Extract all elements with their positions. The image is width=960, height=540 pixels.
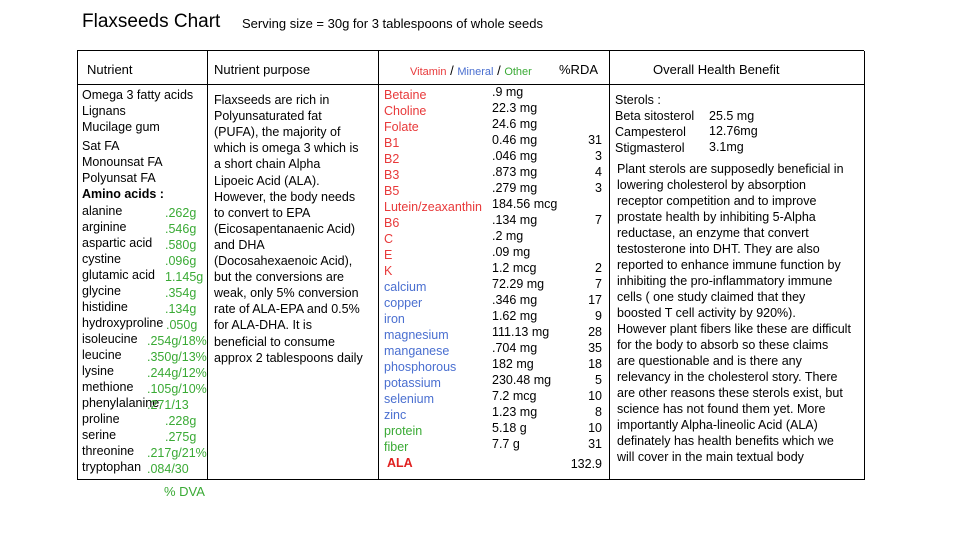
legend-slash-1: / xyxy=(450,63,454,78)
nutrient-item-rda: 7 xyxy=(595,277,602,291)
nutrient-item-name: Betaine xyxy=(384,88,427,102)
nutrient-name: alanine xyxy=(82,204,123,218)
nutrient-item-rda: 4 xyxy=(595,165,602,179)
benefit-text-line: science has not found them yet. More xyxy=(617,402,826,416)
nutrient-item-rda: 10 xyxy=(588,389,602,403)
purpose-text-line: Flaxseeds are rich in xyxy=(214,93,330,107)
nutrient-name: proline xyxy=(82,412,120,426)
nutrient-value: .105g/10% xyxy=(147,382,207,396)
nutrient-item-amount: .2 mg xyxy=(492,229,524,243)
nutrient-item-rda: 5 xyxy=(595,373,602,387)
nutrient-item-amount: 7.7 g xyxy=(492,437,520,451)
nutrient-value: .084/30 xyxy=(147,462,189,476)
nutrient-item-amount: 22.3 mg xyxy=(492,101,538,115)
nutrient-name: isoleucine xyxy=(82,332,138,346)
nutrient-name: methione xyxy=(82,380,134,394)
nutrient-item-name: phosphorous xyxy=(384,360,457,374)
benefit-text-line: are other reasons these sterols exist, but xyxy=(617,386,843,400)
benefit-text-line: relevancy in the cholesterol story. There xyxy=(617,370,838,384)
nutrient-item-name: fiber xyxy=(384,440,409,454)
nutrient-item-amount: 0.46 mg xyxy=(492,133,538,147)
purpose-text-line: However, the body needs xyxy=(214,190,356,204)
benefit-text-line: will cover in the main textual body xyxy=(617,450,804,464)
nutrient-item-name: Folate xyxy=(384,120,419,134)
table-bottom-border xyxy=(77,479,865,480)
nutrient-value: .254g/18% xyxy=(147,334,207,348)
nutrient-item-name: E xyxy=(384,248,393,262)
nutrient-item-amount: .134 mg xyxy=(492,213,538,227)
table-right-border xyxy=(864,51,865,479)
nutrient-item-amount: .873 mg xyxy=(492,165,538,179)
nutrient-item-amount: .704 mg xyxy=(492,341,538,355)
nutrient-item-amount: .9 mg xyxy=(492,85,524,99)
nutrient-value: .350g/13% xyxy=(147,350,207,364)
nutrient-item-rda: 31 xyxy=(588,437,602,451)
table-top-border xyxy=(77,50,864,51)
benefit-text-line: However plant fibers like these are difficult xyxy=(617,322,851,336)
column-divider-1 xyxy=(207,51,208,479)
nutrient-value: .217g/21% xyxy=(147,446,207,460)
benefit-text-line: are questionable and is there any xyxy=(617,354,802,368)
benefit-text-line: for the body to absorb so these claims xyxy=(617,338,829,352)
purpose-text-line: for ALA-DHA. It is xyxy=(214,318,312,332)
benefit-text-line: lowering cholesterol by absorption xyxy=(617,178,806,192)
nutrient-name: Polyunsat FA xyxy=(82,171,156,185)
nutrient-item-rda: 31 xyxy=(588,133,602,147)
sterol-value: 12.76mg xyxy=(709,124,758,138)
nutrient-item-amount: .279 mg xyxy=(492,181,538,195)
nutrient-name: Sat FA xyxy=(82,139,120,153)
nutrient-item-name: magnesium xyxy=(384,328,449,342)
nutrient-item-name: C xyxy=(384,232,394,246)
nutrient-value: .096g xyxy=(165,254,197,268)
nutrient-name: Amino acids : xyxy=(82,187,164,201)
nutrient-item-amount: .046 mg xyxy=(492,149,538,163)
column-divider-3 xyxy=(609,51,610,479)
nutrient-value: .271/13 xyxy=(147,398,189,412)
nutrient-item-name: Lutein/zeaxanthin xyxy=(384,200,482,214)
nutrient-item-name: selenium xyxy=(384,392,435,406)
nutrient-name: phenylalanine xyxy=(82,396,160,410)
nutrient-item-name: K xyxy=(384,264,393,278)
purpose-text-line: Polyunsaturated fat xyxy=(214,109,322,123)
header-rda: %RDA xyxy=(559,62,599,77)
legend-vitamin: Vitamin xyxy=(410,66,447,78)
nutrient-item-rda: 10 xyxy=(588,421,602,435)
nutrient-name: threonine xyxy=(82,444,135,458)
nutrient-item-name: calcium xyxy=(384,280,427,294)
nutrient-item-name: copper xyxy=(384,296,423,310)
nutrient-item-rda: 17 xyxy=(588,293,602,307)
benefit-text-line: boosted T cell activity by 920%). xyxy=(617,306,796,320)
nutrient-name: glutamic acid xyxy=(82,268,155,282)
benefit-text-line: reductase, an enzyme that convert xyxy=(617,226,809,240)
nutrient-value: .546g xyxy=(165,222,197,236)
nutrient-item-amount: .09 mg xyxy=(492,245,531,259)
nutrient-item-amount: .346 mg xyxy=(492,293,538,307)
nutrient-item-rda: 3 xyxy=(595,149,602,163)
sterol-value: 25.5 mg xyxy=(709,109,755,123)
nutrient-item-name: iron xyxy=(384,312,405,326)
nutrient-name: lysine xyxy=(82,364,114,378)
nutrient-item-amount: 182 mg xyxy=(492,357,534,371)
nutrient-item-name: zinc xyxy=(384,408,407,422)
nutrient-item-name: B2 xyxy=(384,152,400,166)
nutrient-item-amount: 111.13 mg xyxy=(492,325,550,339)
header-category-legend xyxy=(410,63,532,78)
nutrient-value: .228g xyxy=(165,414,197,428)
nutrient-item-amount: 24.6 mg xyxy=(492,117,538,131)
legend-slash-2: / xyxy=(497,63,501,78)
header-benefit: Overall Health Benefit xyxy=(653,62,780,77)
nutrient-item-name: manganese xyxy=(384,344,450,358)
nutrient-item-name: B6 xyxy=(384,216,400,230)
nutrient-item-rda: 18 xyxy=(588,357,602,371)
nutrient-item-amount: 1.23 mg xyxy=(492,405,538,419)
purpose-text-line: to convert to EPA xyxy=(214,206,311,220)
purpose-text-line: beneficial to consume xyxy=(214,335,335,349)
sterols-label: Sterols : xyxy=(615,93,661,107)
nutrient-item-name: potassium xyxy=(384,376,441,390)
nutrient-item-name: B1 xyxy=(384,136,400,150)
purpose-text-line: (Docosahexaenoic Acid), xyxy=(214,254,353,268)
nutrient-name: Monounsat FA xyxy=(82,155,163,169)
nutrient-name: cystine xyxy=(82,252,121,266)
purpose-text-line: rate of ALA-EPA and 0.5% xyxy=(214,302,360,316)
nutrient-item-rda: 2 xyxy=(595,261,602,275)
nutrient-item-amount: 72.29 mg xyxy=(492,277,545,291)
nutrient-value: 1.145g xyxy=(165,270,204,284)
nutrient-item-name: protein xyxy=(384,424,423,438)
sterol-name: Campesterol xyxy=(615,125,686,139)
header-nutrient: Nutrient xyxy=(87,62,133,77)
benefit-text-line: inhibiting the pro-inflammatory immune xyxy=(617,274,833,288)
nutrient-item-rda: 3 xyxy=(595,181,602,195)
dva-footnote: % DVA xyxy=(164,484,205,499)
nutrient-name: histidine xyxy=(82,300,128,314)
benefit-text-line: testosterone into DHT. They are also xyxy=(617,242,820,256)
purpose-text-line: Lipoeic Acid (ALA). xyxy=(214,174,320,188)
purpose-text-line: and DHA xyxy=(214,238,265,252)
nutrient-item-rda: 132.9 xyxy=(570,457,602,471)
benefit-text-line: receptor competition and to improve xyxy=(617,194,817,208)
nutrient-item-name: ALA xyxy=(387,456,413,470)
benefit-text-line: reported to enhance immune function by xyxy=(617,258,841,272)
nutrient-name: Mucilage gum xyxy=(82,120,160,134)
nutrient-value: .262g xyxy=(165,206,197,220)
nutrient-item-name: B3 xyxy=(384,168,400,182)
nutrient-name: leucine xyxy=(82,348,122,362)
column-divider-2 xyxy=(378,51,379,479)
nutrient-item-amount: 1.2 mcg xyxy=(492,261,537,275)
nutrient-value: .050g xyxy=(166,318,198,332)
purpose-text-line: a short chain Alpha xyxy=(214,157,321,171)
page-title: Flaxseeds Chart xyxy=(82,11,221,32)
nutrient-item-amount: 184.56 mcg xyxy=(492,197,558,211)
sterol-value: 3.1mg xyxy=(709,140,744,154)
nutrient-item-rda: 7 xyxy=(595,213,602,227)
purpose-text-line: approx 2 tablespoons daily xyxy=(214,351,363,365)
purpose-text-line: but the conversions are xyxy=(214,270,344,284)
nutrient-value: .134g xyxy=(165,302,197,316)
purpose-text-line: which is omega 3 which is xyxy=(214,141,359,155)
table-left-border xyxy=(77,51,78,479)
benefit-text-line: Plant sterols are supposedly beneficial in xyxy=(617,162,844,176)
nutrient-item-rda: 8 xyxy=(595,405,602,419)
nutrient-item-name: Choline xyxy=(384,104,427,118)
nutrient-item-rda: 9 xyxy=(595,309,602,323)
sterol-name: Beta sitosterol xyxy=(615,109,695,123)
header-purpose: Nutrient purpose xyxy=(214,62,311,77)
purpose-text-line: (PUFA), the majority of xyxy=(214,125,341,139)
nutrient-name: aspartic acid xyxy=(82,236,153,250)
nutrient-item-rda: 28 xyxy=(588,325,602,339)
benefit-text-line: cells ( one study claimed that they xyxy=(617,290,806,304)
nutrient-item-rda: 35 xyxy=(588,341,602,355)
legend-mineral: Mineral xyxy=(457,66,494,78)
legend-other: Other xyxy=(504,66,532,78)
benefit-text-line: definately has health benefits which we xyxy=(617,434,834,448)
nutrient-name: glycine xyxy=(82,284,121,298)
nutrient-name: tryptophan xyxy=(82,460,142,474)
nutrient-value: .244g/12% xyxy=(147,366,207,380)
nutrient-name: Omega 3 fatty acids xyxy=(82,88,194,102)
serving-size-note: Serving size = 30g for 3 tablespoons of whole seeds xyxy=(242,16,543,31)
nutrient-item-amount: 7.2 mcg xyxy=(492,389,537,403)
benefit-text-line: importantly Alpha-lineolic Acid (ALA) xyxy=(617,418,818,432)
sterol-name: Stigmasterol xyxy=(615,141,685,155)
nutrient-item-name: B5 xyxy=(384,184,400,198)
purpose-text-line: (Eicosapentanaenic Acid) xyxy=(214,222,356,236)
nutrient-value: .354g xyxy=(165,286,197,300)
nutrient-name: serine xyxy=(82,428,117,442)
nutrient-item-amount: 1.62 mg xyxy=(492,309,538,323)
nutrient-item-amount: 230.48 mg xyxy=(492,373,552,387)
nutrient-value: .580g xyxy=(165,238,197,252)
nutrient-value: .275g xyxy=(165,430,197,444)
benefit-text-line: prostate health by inhibiting 5-Alpha xyxy=(617,210,816,224)
nutrient-item-amount: 5.18 g xyxy=(492,421,527,435)
nutrient-name: Lignans xyxy=(82,104,126,118)
header-divider xyxy=(77,84,864,85)
nutrient-name: hydroxyproline xyxy=(82,316,164,330)
nutrient-name: arginine xyxy=(82,220,127,234)
purpose-text-line: weak, only 5% conversion xyxy=(214,286,359,300)
